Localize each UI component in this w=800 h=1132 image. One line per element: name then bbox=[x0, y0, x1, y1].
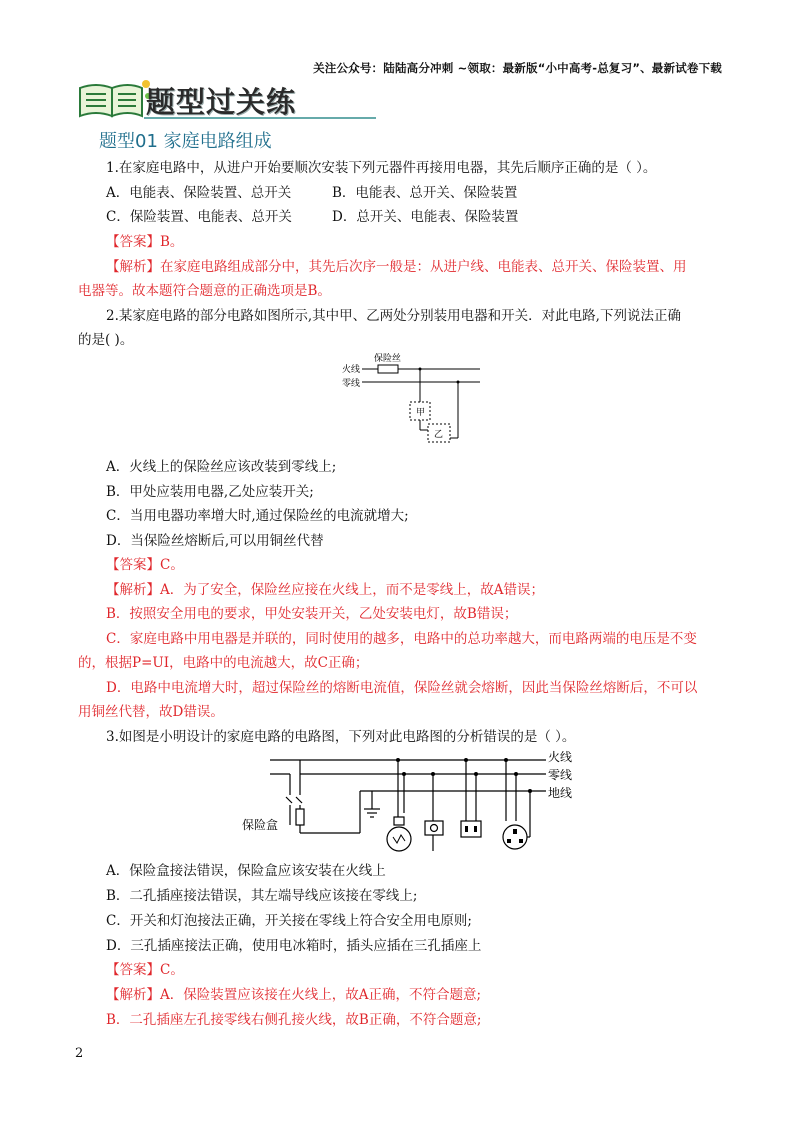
q2-yi-label: 乙 bbox=[434, 430, 444, 440]
q2-answer: 【答案】C。 bbox=[106, 557, 184, 573]
q3-switch-socket bbox=[425, 821, 443, 835]
q3-three-hole-socket bbox=[503, 825, 527, 849]
q3-fuse-box bbox=[296, 809, 304, 825]
q2-analysis-b: B．按照安全用电的要求，甲处安装开关，乙处安装电灯，故B错误； bbox=[106, 606, 518, 622]
q2-circuit-figure bbox=[340, 350, 490, 450]
q3-analysis-a: 【解析】A．保险装置应该接在火线上，故A正确，不符合题意; bbox=[106, 987, 482, 1003]
q3-ground-label: 地线 bbox=[548, 786, 573, 800]
q2-option-c: C．当用电器功率增大时,通过保险丝的电流就增大; bbox=[106, 508, 409, 524]
q2-analysis-d-line1: D．电路中电流增大时，超过保险丝的熔断电流值，保险丝就会熔断，因此当保险丝熔断后，不可以 bbox=[106, 680, 698, 696]
q3-stem: 3.如图是小明设计的家庭电路的电路图，下列对此电路图的分析错误的是（ ）。 bbox=[106, 729, 576, 745]
q2-jia-label: 甲 bbox=[416, 408, 426, 418]
page-number: 2 bbox=[75, 1046, 84, 1061]
q1-stem: 1.在家庭电路中，从进户开始要顺次安装下列元器件再接用电器，其先后顺序正确的是（ ）。 bbox=[106, 160, 657, 176]
banner-title: 题型过关练 bbox=[146, 85, 297, 119]
q1-option-d: D．总开关、电能表、保险装置 bbox=[332, 209, 519, 225]
q1-analysis-line1: 【解析】在家庭电路组成部分中，其先后次序一般是：从进户线、电能表、总开关、保险装置、用 bbox=[106, 259, 687, 275]
q3-option-b: B．二孔插座接法错误，其左端导线应该接在零线上; bbox=[106, 888, 418, 904]
q2-analysis-a: 【解析】A．为了安全，保险丝应接在火线上，而不是零线上，故A错误； bbox=[106, 582, 544, 598]
q2-option-d: D．当保险丝熔断后,可以用铜丝代替 bbox=[106, 533, 324, 549]
q1-option-c: C．保险装置、电能表、总开关 bbox=[106, 209, 292, 225]
q3-answer: 【答案】C。 bbox=[106, 962, 184, 978]
q3-box-label: 保险盒 bbox=[242, 818, 279, 832]
q3-option-d: D．三孔插座接法正确，使用电冰箱时，插头应插在三孔插座上 bbox=[106, 938, 482, 954]
q2-live-label: 火线 bbox=[342, 365, 361, 375]
q2-stem-line1: 2.某家庭电路的部分电路如图所示,其中甲、乙两处分别装用电器和开关．对此电路,下列说法正确 bbox=[106, 308, 681, 324]
header-note: 关注公众号：陆陆高分冲刺 ~领取：最新版“小中高考-总复习”、最新试卷下载 bbox=[313, 61, 722, 75]
q1-option-b: B．电能表、总开关、保险装置 bbox=[332, 185, 518, 201]
q3-analysis-b: B．二孔插座左孔接零线右侧孔接火线，故B正确，不符合题意; bbox=[106, 1012, 482, 1028]
q3-two-hole-socket bbox=[461, 821, 481, 837]
q3-neutral-label: 零线 bbox=[548, 768, 573, 782]
q2-analysis-c-line2: 的，根据P=UI，电路中的电流越大，故C正确； bbox=[78, 655, 369, 671]
q1-answer: 【答案】B。 bbox=[106, 234, 184, 250]
q2-fuse bbox=[378, 365, 398, 373]
q2-analysis-d-line2: 用铜丝代替，故D错误。 bbox=[78, 704, 224, 720]
q2-stem-line2: 的是( )。 bbox=[78, 332, 134, 348]
q2-option-a: A．火线上的保险丝应该改装到零线上; bbox=[106, 459, 337, 475]
q3-option-c: C．开关和灯泡接法正确，开关接在零线上符合安全用电原则; bbox=[106, 913, 472, 929]
q1-option-a: A．电能表、保险装置、总开关 bbox=[106, 185, 292, 201]
q2-option-b: B．甲处应装用电器,乙处应装开关; bbox=[106, 484, 314, 500]
q3-live-label: 火线 bbox=[548, 750, 573, 764]
q3-circuit-figure bbox=[240, 747, 590, 859]
q2-fuse-label: 保险丝 bbox=[374, 354, 402, 364]
section-title: 题型01 家庭电路组成 bbox=[99, 131, 272, 152]
q2-neutral-label: 零线 bbox=[342, 379, 361, 389]
q1-analysis-line2: 电器等。故本题符合题意的正确选项是B。 bbox=[78, 283, 331, 299]
q2-analysis-c-line1: C．家庭电路中用电器是并联的，同时使用的越多，电路中的总功率越大，而电路两端的电压是不变 bbox=[106, 631, 697, 647]
q3-option-a: A．保险盒接法错误，保险盒应该安装在火线上 bbox=[106, 863, 386, 879]
